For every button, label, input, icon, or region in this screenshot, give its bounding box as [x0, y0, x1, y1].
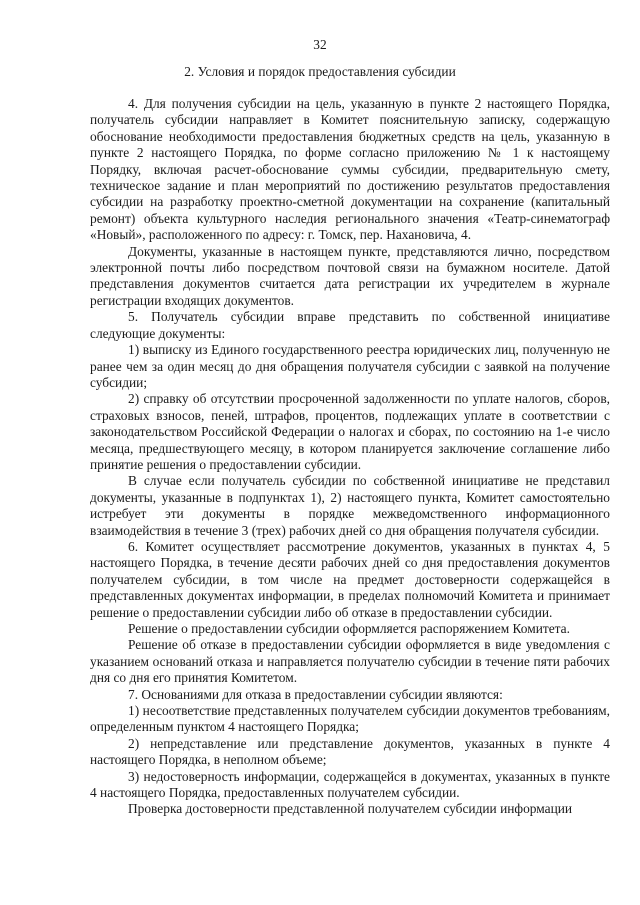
- paragraph-5-item-1: 1) выписку из Единого государственного реестра юридических лиц, полученную не ранее чем за один месяц до дня обращения получателя субсидии с заявкой на получение субсидии;: [90, 342, 610, 390]
- document-body: [90, 96, 610, 818]
- paragraph-7-item-2: 2) непредставление или представление документов, указанных в пункте 4 настоящего Порядка, в неполном объеме;: [90, 735, 610, 768]
- paragraph-7-item-3: 3) недостоверность информации, содержащейся в документах, указанных в пункте 4 настоящего Порядка, предоставленных получателем субсидии.: [90, 768, 610, 801]
- section-title: 2. Условия и порядок предоставления субсидии: [184, 64, 456, 79]
- paragraph-refusal-decision: Решение об отказе в предоставлении субсидии оформляется в виде уведомления с указанием оснований отказа и направляется получателю субсидии в течение пяти рабочих дня со дня его принятия Комитетом.: [90, 637, 610, 686]
- paragraph-7-item-1: 1) несоответствие представленных получателем субсидии документов требованиям, определенным пунктом 4 настоящего Порядка;: [90, 703, 610, 735]
- page-number: 32: [313, 37, 327, 52]
- paragraph-interagency-request: В случае если получатель субсидии по собственной инициативе не представил документы, указанные в подпунктах 1), 2) настоящего пункта, Комитет самостоятельно истребует эти документы в порядке межведомственного информационного взаимодействия в течение 3 (трех) рабочих дней со дня обращения получателя субсидии.: [90, 473, 610, 538]
- paragraph-verification: Проверка достоверности представленной получателем субсидии информации: [128, 801, 573, 817]
- paragraph-4-application: 4. Для получения субсидии на цель, указанную в пункте 2 настоящего Порядка, получатель субсидии направляет в Комитет пояснительную записку, содержащую обоснование необходимости предоставления бюджетных средств на цель, указанную в пункте 2 настоящего Порядка, по форме согласно приложению № 1 к настоящему Порядку, включая расчет-обоснование суммы субсидии, предварительную смету, техническое задание и план мероприятий по достижению результатов предоставления субсидии на разработку проектно-сметной документации на сохранение (капитальный ремонт) объекта культурного наследия регионального значения «Театр-синематограф «Новый», расположенного по адресу: г. Томск, пер. Нахановича, 4.: [90, 96, 610, 243]
- paragraph-6-review: 6. Комитет осуществляет рассмотрение документов, указанных в пунктах 4, 5 настоящего Порядка, в течение десяти рабочих дней со дня предоставления документов получателем субсидии, в том числе на предмет достоверности содержащейся в представленных документах информации, в пределах полномочий Комитета и принимает решение о предоставлении субсидии либо об отказе в предоставлении субсидии.: [90, 538, 610, 620]
- paragraph-5-optional-documents: 5. Получатель субсидии вправе представить по собственной инициативе следующие документы:: [90, 309, 610, 341]
- paragraph-grant-decision: Решение о предоставлении субсидии оформляется распоряжением Комитета.: [128, 621, 570, 636]
- paragraph-documents-submission: Документы, указанные в настоящем пункте, представляются лично, посредством электронной почты либо посредством почтовой связи на бумажном носителе. Датой представления документов считается дата регистрации их учредителем в журнале регистрации входящих документов.: [90, 243, 610, 308]
- paragraph-7-refusal-grounds: 7. Основаниями для отказа в предоставлении субсидии являются:: [128, 686, 503, 702]
- paragraph-5-item-2: 2) справку об отсутствии просроченной задолженности по уплате налогов, сборов, страховых взносов, пеней, штрафов, процентов, подлежащих уплате в соответствии с законодательством Российской Федерации о налогах и сборах, по состоянию на 1-е число месяца, предшествующего месяцу, в котором планируется заключение соглашение либо принятие решения о предоставлении субсидии.: [90, 391, 610, 472]
